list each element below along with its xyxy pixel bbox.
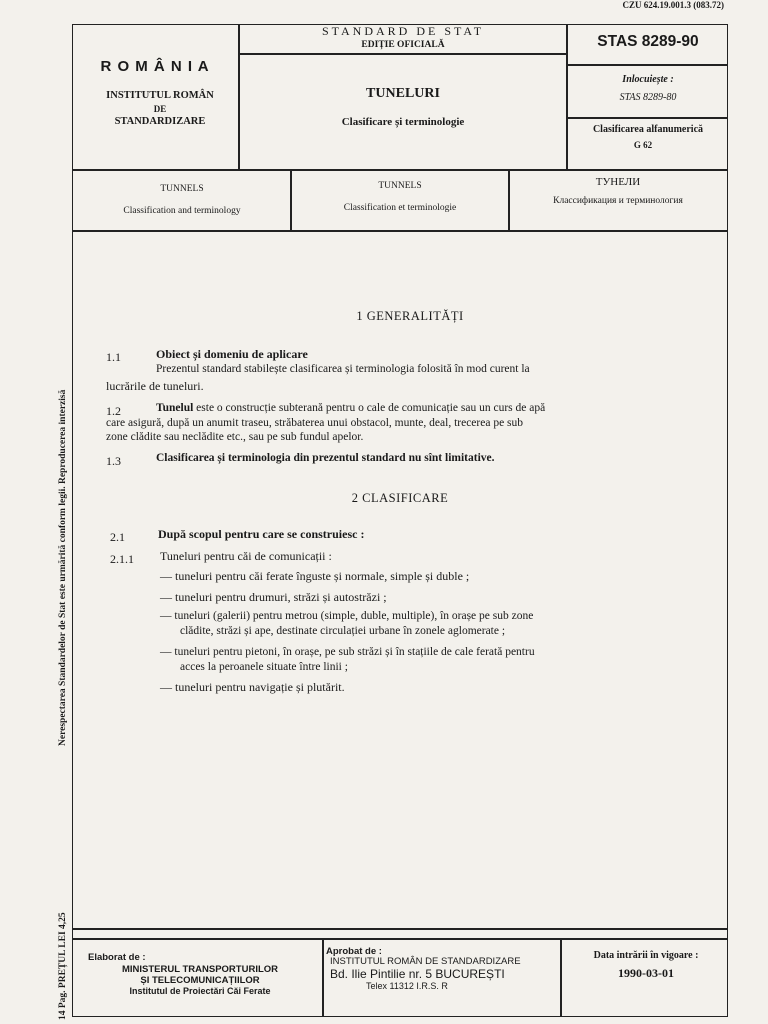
item-1-2-definition: este o construcție subterană pentru o cale de comunicație sau un curs de apă <box>193 402 546 414</box>
item-1-1-text-l1: Prezentul standard stabilește clasificarea și terminologia folosită în mod curent la <box>156 363 530 375</box>
list-item: — tuneluri pentru drumuri, străzi și autostrăzi ; <box>160 590 387 604</box>
aprobat-line-1: INSTITUTUL ROMÂN DE STANDARDIZARE <box>330 956 521 967</box>
title-rule <box>238 53 566 55</box>
stas-box-line <box>566 64 728 66</box>
list-item: — tuneluri pentru pietoni, în orașe, pe sub străzi și în stațiile de cale ferată pentru <box>160 646 535 658</box>
effective-date-value: 1990-03-01 <box>618 966 674 980</box>
item-1-1-title: Obiect și domeniu de aplicare <box>156 347 308 361</box>
classification-code: G 62 <box>633 140 653 150</box>
side-legal-text: Nerespectarea Standardelor de Stat este urmărită conform legii. Reproducerea interzisă <box>58 389 68 746</box>
header-bottom-line <box>72 169 728 171</box>
side-price-text: 14 Pag. PREȚUL LEI 4,25 <box>58 912 68 1020</box>
item-2-1-title: După scopul pentru care se construiesc : <box>158 527 365 541</box>
item-1-3-text: Clasificarea și terminologia din prezentul standard nu sînt limitative. <box>156 452 495 464</box>
list-item-cont: acces la peroanele situate între linii ; <box>180 661 348 673</box>
item-1-2-text-l2: care asigură, după un anumit traseu, străbaterea unui obstacol, munte, deal, trecerea pe sub <box>106 417 524 429</box>
institute-line-1: INSTITUTUL ROMÂN <box>106 90 214 101</box>
item-1-2-number: 1.2 <box>106 404 121 418</box>
aprobat-line-3: Telex 11312 I.R.S. R <box>366 981 448 991</box>
item-2-1-1-title: Tuneluri pentru căi de comunicații : <box>160 549 332 563</box>
document-frame <box>72 24 728 1017</box>
institute-line-2: DE <box>153 104 167 114</box>
document-subtitle: Clasificare și terminologie <box>341 116 465 128</box>
item-1-2-text-l1 <box>156 401 545 416</box>
footer-divider-1 <box>322 938 324 1017</box>
item-2-1-1-number: 2.1.1 <box>110 552 134 566</box>
editie-oficiala: EDIȚIE OFICIALĂ <box>361 40 445 50</box>
item-1-1-number: 1.1 <box>106 350 121 364</box>
list-item-cont: clădite, străzi și ape, destinate circulației urbane în zonele aglomerate ; <box>180 625 506 637</box>
replaces-value: STAS 8289-80 <box>619 92 677 103</box>
translations-bottom-line <box>72 230 728 232</box>
standard-de-stat: STANDARD DE STAT <box>321 24 485 38</box>
list-item: — tuneluri (galerii) pentru metrou (simple, duble, multiple), în orașe pe sub zone <box>160 610 534 622</box>
item-1-3-number: 1.3 <box>106 454 121 468</box>
document-title: TUNELURI <box>366 86 440 101</box>
alphanumeric-classification: Clasificarea alfanumerică <box>592 124 704 135</box>
translation-fr-sub: Classification et terminologie <box>343 203 457 213</box>
institute-line-3: STANDARDIZARE <box>114 116 206 127</box>
elaborat-label: Elaborat de : <box>88 952 146 963</box>
translation-ru-title: ТУНЕЛИ <box>595 176 641 188</box>
footer-top-line <box>72 928 728 930</box>
item-1-2-text-l3: zone clădite sau neclădite etc., sau pe sub fundul apelor. <box>106 431 364 443</box>
replaces-box-line <box>566 117 728 119</box>
translation-en-title: TUNNELS <box>160 184 204 194</box>
czu-code: CZU 624.19.001.3 (083.72) <box>622 0 724 10</box>
section-2-heading: 2 CLASIFICARE <box>351 491 449 505</box>
elaborat-line-1: MINISTERUL TRANSPORTURILOR <box>121 964 279 975</box>
country-name: R O M Â N I A <box>100 58 210 75</box>
footer-top-line-2 <box>72 938 728 940</box>
section-1-heading: 1 GENERALITĂȚI <box>356 309 464 323</box>
translation-en-sub: Classification and terminology <box>123 206 241 216</box>
list-item: — tuneluri pentru căi ferate înguste și normale, simple și duble ; <box>160 569 470 583</box>
replaces-label: Inlocuiește : <box>622 74 674 85</box>
trans-divider-1 <box>290 169 292 230</box>
item-2-1-number: 2.1 <box>110 530 125 544</box>
stas-number: STAS 8289-90 <box>597 33 699 50</box>
aprobat-label: Aprobat de : <box>326 946 382 957</box>
item-1-1-text-l2: lucrările de tuneluri. <box>106 379 204 393</box>
aprobat-line-2: Bd. Ilie Pintilie nr. 5 BUCUREȘTI <box>330 967 505 981</box>
translation-fr-title: TUNNELS <box>378 181 422 191</box>
elaborat-line-3: Institutul de Proiectări Căi Ferate <box>129 986 271 996</box>
elaborat-line-2: ȘI TELECOMUNICAȚIILOR <box>140 975 260 986</box>
footer-divider-2 <box>560 938 562 1017</box>
translation-ru-sub: Классификация и терминология <box>553 196 683 206</box>
effective-date-label: Data intrării în vigoare : <box>593 950 699 961</box>
tunelul-term: Tunelul <box>156 402 194 414</box>
list-item: — tuneluri pentru navigație și plutărit. <box>160 680 345 694</box>
